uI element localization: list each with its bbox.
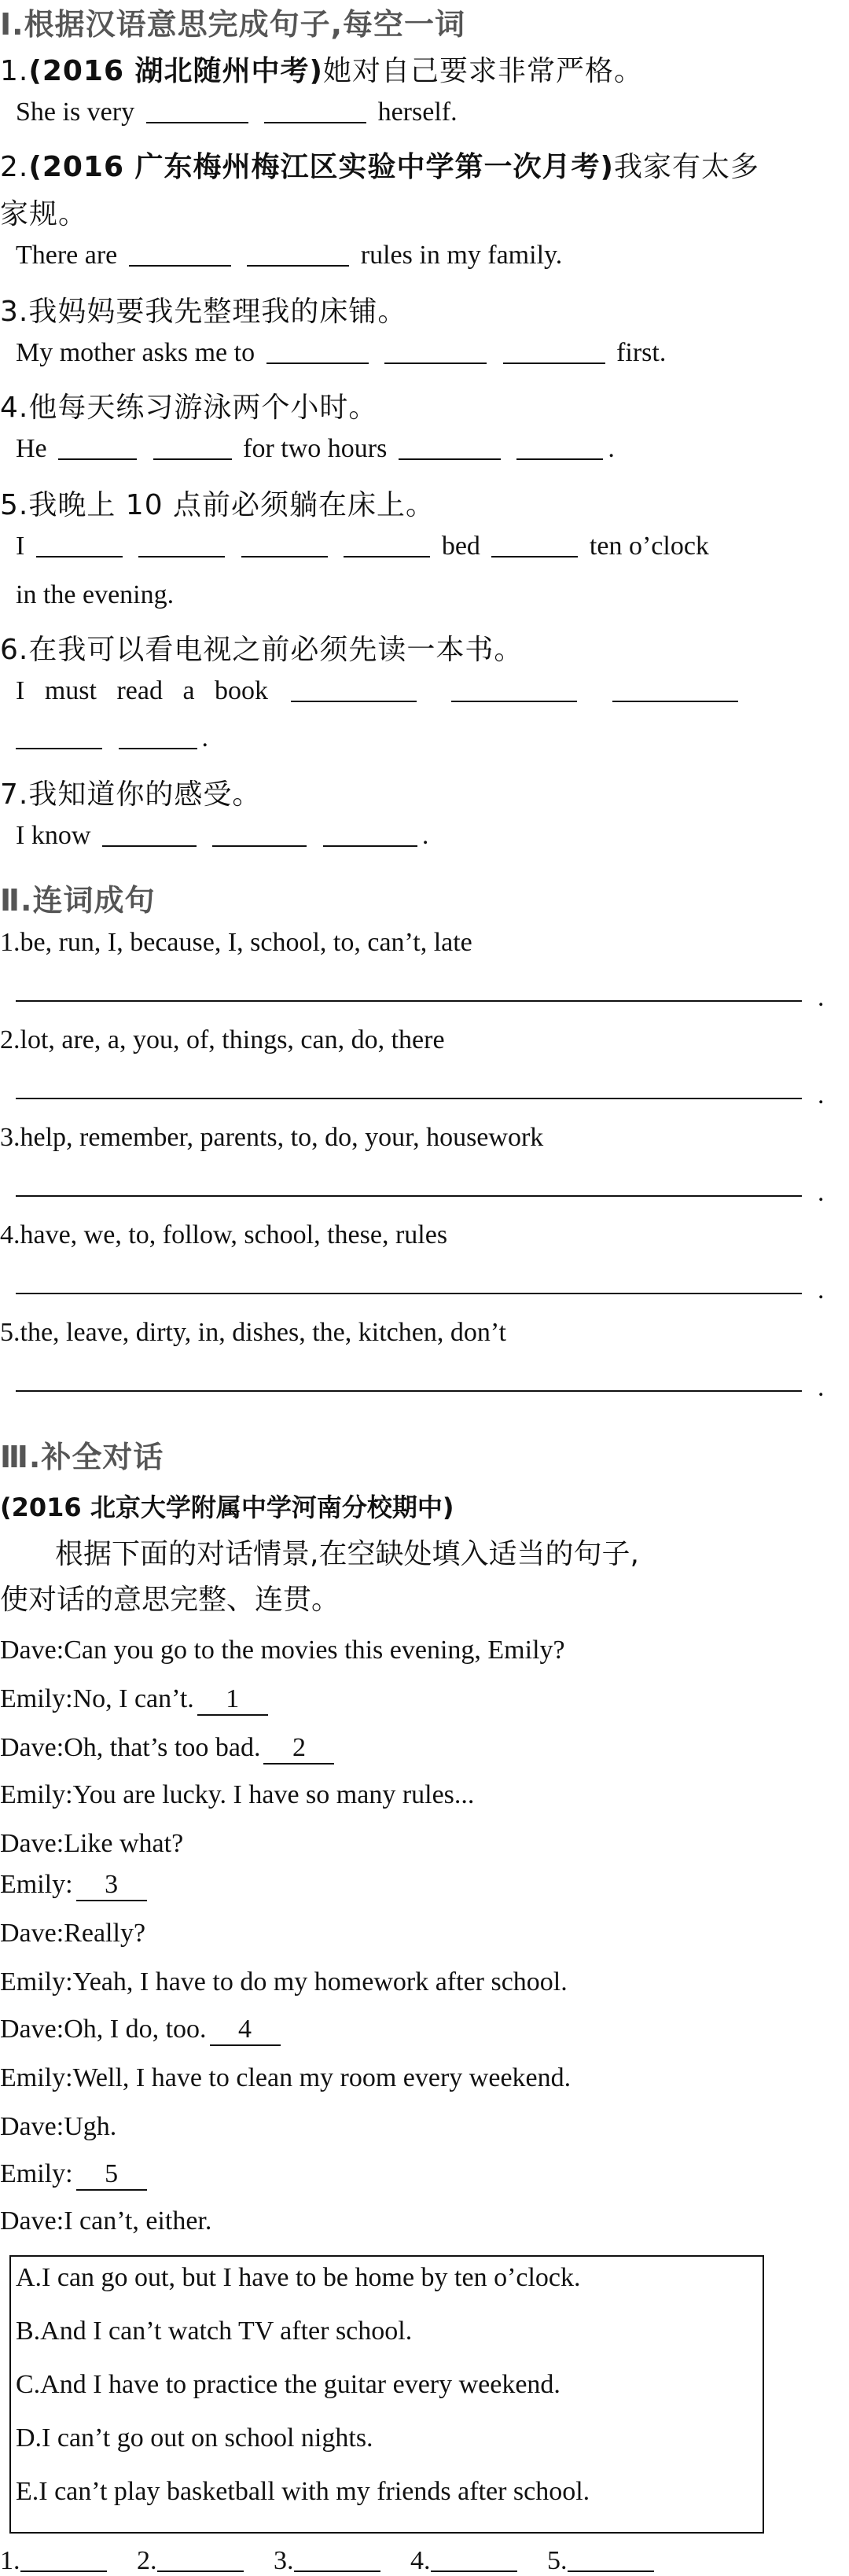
dialog-line-8	[0, 1967, 849, 1997]
q3-en-post: first.	[616, 338, 667, 367]
dialog-text: Yeah, I have to do my homework after school.	[72, 1967, 568, 1996]
q7-chinese	[0, 772, 849, 812]
s2-item-5-period: .	[818, 1373, 825, 1402]
dialog-line-6	[0, 1870, 849, 1901]
s2-item-2-period: .	[818, 1080, 825, 1110]
option-e: E.I can’t play basketball with my friends after school.	[16, 2477, 590, 2506]
q2-blank-1[interactable]	[129, 241, 231, 267]
q3-blank-2[interactable]	[384, 339, 487, 364]
q4-en-post: .	[608, 434, 615, 463]
dialog-line-11	[0, 2112, 849, 2142]
q5-en-mid: bed	[441, 532, 480, 561]
dialog-text: Really?	[64, 1919, 146, 1948]
dialog-blank-5[interactable]: 5	[76, 2159, 147, 2191]
dialog-blank-1[interactable]: 1	[197, 1684, 268, 1716]
dialog-text: No, I can’t.	[72, 1684, 194, 1713]
q7-blank-1[interactable]	[102, 822, 197, 847]
dialog-speaker: Dave:	[0, 2112, 64, 2141]
dialog-text: Like what?	[64, 1829, 184, 1858]
dialog-speaker: Dave:	[0, 1829, 64, 1858]
answer-label-2: 2.	[137, 2546, 157, 2575]
dialog-blank-4[interactable]: 4	[210, 2015, 281, 2046]
answer-item-2	[137, 2546, 244, 2576]
dialog-text: Oh, that’s too bad.	[64, 1733, 261, 1762]
answer-label-1: 1.	[0, 2546, 20, 2575]
q3-prompt: 我妈妈要我先整理我的床铺。	[28, 296, 407, 328]
answer-label-5: 5.	[547, 2546, 568, 2575]
dialog-line-5	[0, 1829, 849, 1859]
dialog-blank-3[interactable]: 3	[76, 1870, 147, 1901]
dialog-line-13	[0, 2206, 849, 2236]
dialog-line-4	[0, 1780, 849, 1810]
answer-item-1	[0, 2546, 107, 2576]
answer-blank-3[interactable]	[294, 2547, 380, 2572]
q3-chinese	[0, 289, 849, 329]
q5-number: 5.	[0, 489, 29, 521]
s2-item-3-answer-line[interactable]	[16, 1194, 810, 1197]
option-c: C.And I have to practice the guitar every weekend.	[16, 2370, 560, 2399]
q1-chinese	[0, 49, 849, 89]
s2-item-2-number: 2.	[0, 1025, 20, 1054]
q5-english-line2	[0, 580, 849, 610]
q1-source: (2016 湖北随州中考)	[28, 55, 323, 87]
q7-english	[0, 821, 849, 851]
q5-blank-3[interactable]	[241, 532, 328, 558]
q5-blank-5[interactable]	[491, 532, 578, 558]
q7-en-pre: I know	[16, 821, 91, 850]
answer-blank-4[interactable]	[431, 2547, 517, 2572]
s2-item-3-words: help, remember, parents, to, do, your, housework	[20, 1123, 544, 1152]
dialog-text: You are lucky. I have so many rules...	[72, 1780, 475, 1809]
q6-number: 6.	[0, 634, 29, 666]
dialog-line-3	[0, 1733, 849, 1765]
option-b: B.And I can’t watch TV after school.	[16, 2317, 413, 2346]
answer-blank-2[interactable]	[157, 2547, 244, 2572]
dialog-line-12	[0, 2159, 849, 2191]
q7-number: 7.	[0, 778, 29, 811]
q2-en-pre: There are	[16, 241, 118, 270]
q6-en-post: .	[201, 723, 208, 753]
answer-blank-5[interactable]	[568, 2547, 654, 2572]
q4-english	[0, 434, 849, 464]
s2-item-4	[0, 1220, 849, 1250]
q6-chinese	[0, 627, 849, 668]
answer-item-3	[274, 2546, 380, 2576]
s2-item-5-answer-line[interactable]	[16, 1389, 810, 1392]
q6-prompt: 在我可以看电视之前必须先读一本书。	[28, 634, 524, 666]
q5-english	[0, 532, 849, 561]
q2-prompt-line1: 我家有太多	[614, 151, 760, 183]
dialog-speaker: Dave:	[0, 1919, 64, 1948]
s2-item-2	[0, 1025, 849, 1055]
dialog-text: Can you go to the movies this evening, Emily?	[64, 1636, 565, 1665]
answer-item-4	[410, 2546, 517, 2576]
q5-blank-4[interactable]	[344, 532, 430, 558]
dialog-speaker: Emily:	[0, 1870, 73, 1899]
s2-item-1-words: be, run, I, because, I, school, to, can’t, late	[20, 928, 472, 957]
q7-blank-3[interactable]	[323, 822, 417, 847]
q1-blank-1[interactable]	[146, 98, 248, 123]
q4-chinese	[0, 385, 849, 425]
s2-item-3-period: .	[818, 1178, 825, 1207]
q4-blank-4[interactable]	[516, 435, 603, 460]
s2-item-4-answer-line[interactable]	[16, 1291, 810, 1294]
q2-blank-2[interactable]	[247, 241, 349, 267]
dialog-line-9	[0, 2015, 849, 2046]
dialog-text: I can’t, either.	[64, 2206, 212, 2236]
q4-number: 4.	[0, 392, 29, 424]
q7-blank-2[interactable]	[212, 822, 307, 847]
q5-blank-2[interactable]	[138, 532, 225, 558]
dialog-speaker: Emily:	[0, 1780, 73, 1809]
dialog-speaker: Emily:	[0, 1967, 73, 1996]
dialog-blank-2[interactable]: 2	[263, 1733, 334, 1765]
q6-en-pre: I must read a book	[16, 676, 269, 705]
q5-prompt: 我晚上 10 点前必须躺在床上。	[28, 489, 436, 521]
q6-blank-5[interactable]	[119, 724, 197, 749]
q2-chinese	[0, 145, 849, 185]
q2-number: 2.	[0, 151, 29, 183]
s2-item-3-number: 3.	[0, 1123, 20, 1152]
s2-item-4-number: 4.	[0, 1220, 20, 1249]
q7-prompt: 我知道你的感受。	[28, 778, 262, 811]
q4-en-mid: for two hours	[243, 434, 388, 463]
s2-item-4-words: have, we, to, follow, school, these, rules	[20, 1220, 448, 1249]
q4-blank-1[interactable]	[58, 435, 137, 460]
s2-item-1-answer-line[interactable]	[16, 999, 810, 1002]
q3-english	[0, 338, 849, 368]
dialog-line-2	[0, 1684, 849, 1716]
q2-english	[0, 241, 849, 270]
q4-prompt: 他每天练习游泳两个小时。	[28, 392, 378, 424]
answer-item-5	[547, 2546, 654, 2576]
q6-english-line2	[0, 723, 849, 753]
dialog-text: Oh, I do, too.	[64, 2015, 207, 2044]
q4-blank-3[interactable]	[399, 435, 501, 460]
dialog-text: Ugh.	[64, 2112, 117, 2141]
q1-number: 1.	[0, 55, 29, 87]
answer-row	[0, 2546, 678, 2576]
s2-item-1	[0, 928, 849, 958]
answer-label-3: 3.	[274, 2546, 294, 2575]
s2-item-5-words: the, leave, dirty, in, dishes, the, kitchen, don’t	[20, 1318, 506, 1347]
q6-blank-4[interactable]	[16, 724, 102, 749]
section-3-heading: Ⅲ.补全对话	[0, 1440, 164, 1474]
q4-en-pre: He	[16, 434, 47, 463]
q7-en-post: .	[421, 821, 429, 850]
q1-en-pre: She is very	[16, 98, 135, 127]
dialog-speaker: Dave:	[0, 1636, 64, 1665]
dialog-text: Well, I have to clean my room every weekend.	[72, 2063, 572, 2092]
s2-item-1-number: 1.	[0, 928, 20, 957]
q2-en-post: rules in my family.	[360, 241, 563, 270]
section-1-heading: Ⅰ.根据汉语意思完成句子,每空一词	[0, 7, 466, 42]
s2-item-5	[0, 1318, 849, 1348]
q4-blank-2[interactable]	[153, 435, 232, 460]
dialog-speaker: Dave:	[0, 1733, 64, 1762]
s2-item-3	[0, 1123, 849, 1153]
dialog-speaker: Dave:	[0, 2206, 64, 2236]
q2-chinese-line2	[0, 192, 849, 232]
s2-item-2-answer-line[interactable]	[16, 1096, 810, 1099]
q1-en-post: herself.	[377, 98, 458, 127]
dialog-line-1	[0, 1636, 849, 1665]
q5-en-pre: I	[16, 532, 25, 561]
dialog-speaker: Dave:	[0, 2015, 64, 2044]
q6-blank-1[interactable]	[291, 677, 417, 702]
section-3-instructions-line1: 根据下面的对话情景,在空缺处填入适当的句子,	[55, 1538, 639, 1570]
q5-chinese	[0, 483, 849, 523]
q3-blank-3[interactable]	[503, 339, 605, 364]
s2-item-1-period: .	[818, 983, 825, 1012]
dialog-speaker: Emily:	[0, 2159, 73, 2188]
q2-prompt-line2: 家规。	[0, 198, 88, 230]
dialog-speaker: Emily:	[0, 1684, 73, 1713]
options-box	[9, 2255, 764, 2534]
answer-blank-1[interactable]	[20, 2547, 107, 2572]
s2-item-2-words: lot, are, a, you, of, things, can, do, there	[20, 1025, 445, 1054]
option-a: A.I can go out, but I have to be home by ten o’clock.	[16, 2263, 581, 2292]
q6-blank-3[interactable]	[612, 677, 738, 702]
dialog-line-10	[0, 2063, 849, 2093]
q3-en-pre: My mother asks me to	[16, 338, 255, 367]
q1-prompt: 她对自己要求非常严格。	[323, 55, 644, 87]
section-2-heading: Ⅱ.连词成句	[0, 883, 156, 918]
section-3-source: (2016 北京大学附属中学河南分校期中)	[0, 1492, 454, 1522]
option-d: D.I can’t go out on school nights.	[16, 2423, 373, 2453]
q6-blank-2[interactable]	[451, 677, 577, 702]
dialog-line-7	[0, 1919, 849, 1949]
q5-en-line2: in the evening.	[16, 580, 175, 609]
q5-en-mid2: ten o’clock	[589, 532, 709, 561]
s2-item-4-period: .	[818, 1275, 825, 1305]
q1-blank-2[interactable]	[264, 98, 366, 123]
section-3-instructions-line2: 使对话的意思完整、连贯。	[0, 1584, 340, 1616]
dialog-speaker: Emily:	[0, 2063, 73, 2092]
answer-label-4: 4.	[410, 2546, 431, 2575]
q6-english	[0, 676, 849, 706]
s2-item-5-number: 5.	[0, 1318, 20, 1347]
q3-blank-1[interactable]	[266, 339, 369, 364]
q3-number: 3.	[0, 296, 29, 328]
q2-source: (2016 广东梅州梅江区实验中学第一次月考)	[28, 151, 614, 183]
q5-blank-1[interactable]	[36, 532, 123, 558]
q1-english	[0, 98, 849, 127]
